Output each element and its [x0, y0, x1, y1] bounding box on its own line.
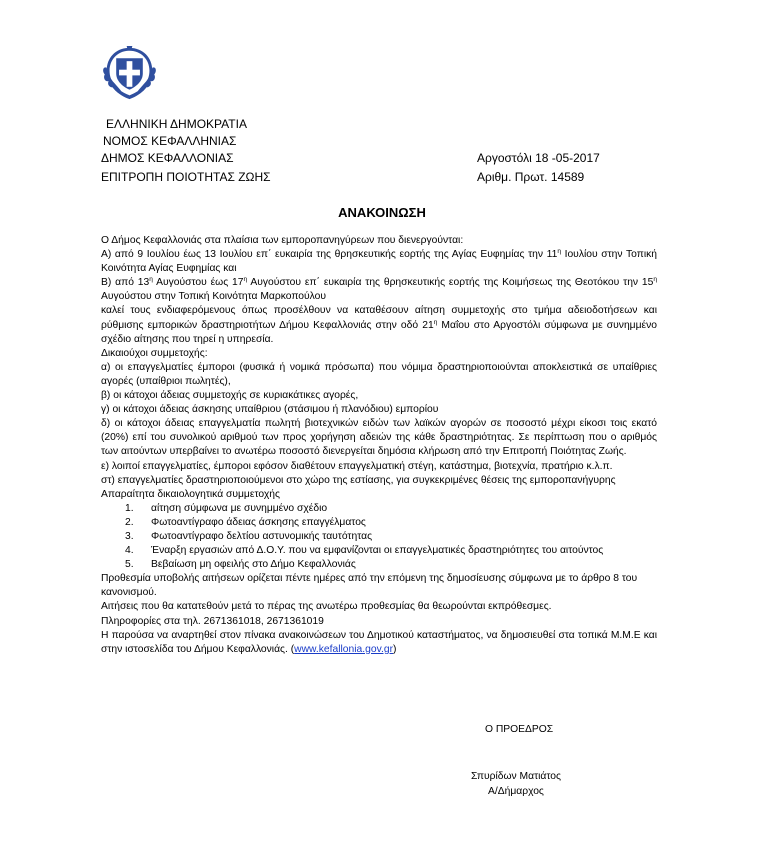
intro-paragraph: Ο Δήμος Κεφαλλονιάς στα πλαίσια των εμποροπανηγύρεων που διενεργούνται: — [101, 235, 464, 246]
eligible-item-b: β) οι κάτοχοι άδειας συμμετοχής σε κυριακάτικες αγορές, — [101, 390, 359, 402]
deadline-paragraph: Προθεσμία υποβολής αιτήσεων ορίζεται πέντε ημέρες από την επόμενη της δημοσίευσης σύμφωνα με το άρθρο 8 του κανονισμού. — [101, 573, 638, 599]
document-title: ΑΝΑΚΟΙΝΩΣΗ — [338, 205, 426, 220]
eligible-heading: Δικαιούχοι συμμετοχής: — [101, 347, 208, 359]
header-line-1: ΕΛΛΗΝΙΚΗ ΔΗΜΟΚΡΑΤΙΑ — [106, 117, 247, 131]
list-item: 3. Φωτοαντίγραφο δελτίου αστυνομικής ταυτότητας — [125, 530, 373, 542]
document-body — [101, 234, 657, 657]
protocol-number: Αριθμ. Πρωτ. 14589 — [477, 170, 585, 184]
documents-heading: Απαραίτητα δικαιολογητικά συμμετοχής — [101, 488, 280, 500]
event-b-paragraph: Β) από $13^\eta$ Αυγούστου έως $17^\eta$ Αυγούστου επ΄ ευκαιρία της θρησκευτικής εορτής της Κοιμήσεως της Θεοτόκου την $15^\eta$ Αυγούστου στην Τοπική Κοινότητα Μαρκοπούλου — [101, 276, 657, 303]
info-paragraph: Πληροφορίες στα τηλ. 2671361018, 2671361019 — [101, 615, 324, 627]
eligible-item-c: γ) οι κάτοχοι άδειας άσκησης υπαίθριου (στάσιμου ή πλανόδιου) εμπορίου — [101, 404, 439, 416]
eligible-item-e: ε) λοιποί επαγγελματίες, έμποροι εφόσον διαθέτουν επαγγελματική στέγη, κατάστημα, βιοτεχνία, πρατήριο κ.λ.π. — [101, 460, 613, 472]
eligible-item-a: α) οι επαγγελματίες έμποροι (φυσικά ή νομικά πρόσωπα) που νόμιμα δραστηριοποιούνται αποκλειστικά σε υπαίθριες αγορές (υπαίθριοι πωλητές), — [101, 361, 657, 387]
late-paragraph: Αιτήσεις που θα κατατεθούν μετά το πέρας της ανωτέρω προθεσμίας θα θεωρούνται εκπρόθεσμες. — [101, 601, 552, 613]
signature-name: Σπυρίδων Ματιάτος — [471, 771, 561, 782]
eligible-item-d: δ) οι κάτοχοι άδειας επαγγελματία πωλητή βιοτεχνικών ειδών των λαϊκών αγορών σε ποσοστό μέχρι είκοσι τοις εκατό (20%) επί του συνολικού αριθμού των προς χορήγηση αδειών της κάθε δραστηριότητας. Σε περίπτωση που ο αριθμός των αιτούντων υπερβαίνει το ανωτέρω ποσοστό διενεργείται δημόσια κλήρωση από την Επιτροπή Ποιότητας Ζωής. — [101, 418, 657, 458]
call-paragraph: καλεί τους ενδιαφερόμενους όπως προσέλθουν να καταθέσουν αίτηση συμμετοχής στο τμήμα αδειοδοτήσεων και ρύθμισης εμπορικών δραστηριοτήτων Δήμου Κεφαλλονιάς στην οδό $21^\eta$ Μαΐου στο Αργοστόλι σύμφωνα με συνημμένο σχέδιο αίτησης που τηρεί η υπηρεσία. — [101, 305, 658, 345]
website-link[interactable]: www.kefallonia.gov.gr — [294, 643, 393, 655]
header-line-2: ΝΟΜΟΣ ΚΕΦΑΛΛΗΝΙΑΣ — [103, 134, 237, 148]
list-item: 5. Βεβαίωση μη οφειλής στο Δήμο Κεφαλλονιάς — [125, 559, 356, 571]
header-line-3: ΔΗΜΟΣ ΚΕΦΑΛΛΟΝΙΑΣ — [101, 151, 234, 165]
list-item: 4. Έναρξη εργασιών από Δ.Ο.Υ. που να εμφανίζονται οι επαγγελματικές δραστηριότητες του αιτούντος — [125, 545, 604, 557]
documents-list — [101, 502, 657, 572]
eligible-item-st: στ) επαγγελματίες δραστηριοποιούμενοι στο χώρο της εστίασης, για συγκεκριμένες θέσεις της εμποροπανήγυρης — [101, 474, 616, 486]
header-line-4: ΕΠΙΤΡΟΠΗ ΠΟΙΟΤΗΤΑΣ ΖΩΗΣ — [101, 170, 271, 184]
list-item: 2. Φωτοαντίγραφο άδειας άσκησης επαγγέλματος — [125, 516, 366, 528]
publish-paragraph: Η παρούσα να αναρτηθεί στον πίνακα ανακοινώσεων του Δημοτικού καταστήματος, να δημοσιευθεί στα τοπικά Μ.Μ.Ε και στην ιστοσελίδα του Δήμου Κεφαλλονιάς. (www.kefallonia.gov.gr) — [101, 629, 657, 655]
place-date: Αργοστόλι 18 -05-2017 — [477, 151, 600, 165]
signature-title: Α/Δήμαρχος — [488, 786, 544, 797]
event-a-paragraph: Α) από 9 Ιουλίου έως 13 Ιουλίου επ΄ ευκαιρία της θρησκευτικής εορτής της Αγίας Ευφημίας την $11^\eta$ Ιουλίου στην Τοπική Κοινότητα Αγίας Ευφημίας και — [101, 248, 657, 275]
signature-role: Ο ΠΡΟΕΔΡΟΣ — [485, 724, 554, 735]
greek-state-emblem-icon — [101, 45, 158, 102]
list-item: 1. αίτηση σύμφωνα με συνημμένο σχέδιο — [125, 502, 328, 514]
